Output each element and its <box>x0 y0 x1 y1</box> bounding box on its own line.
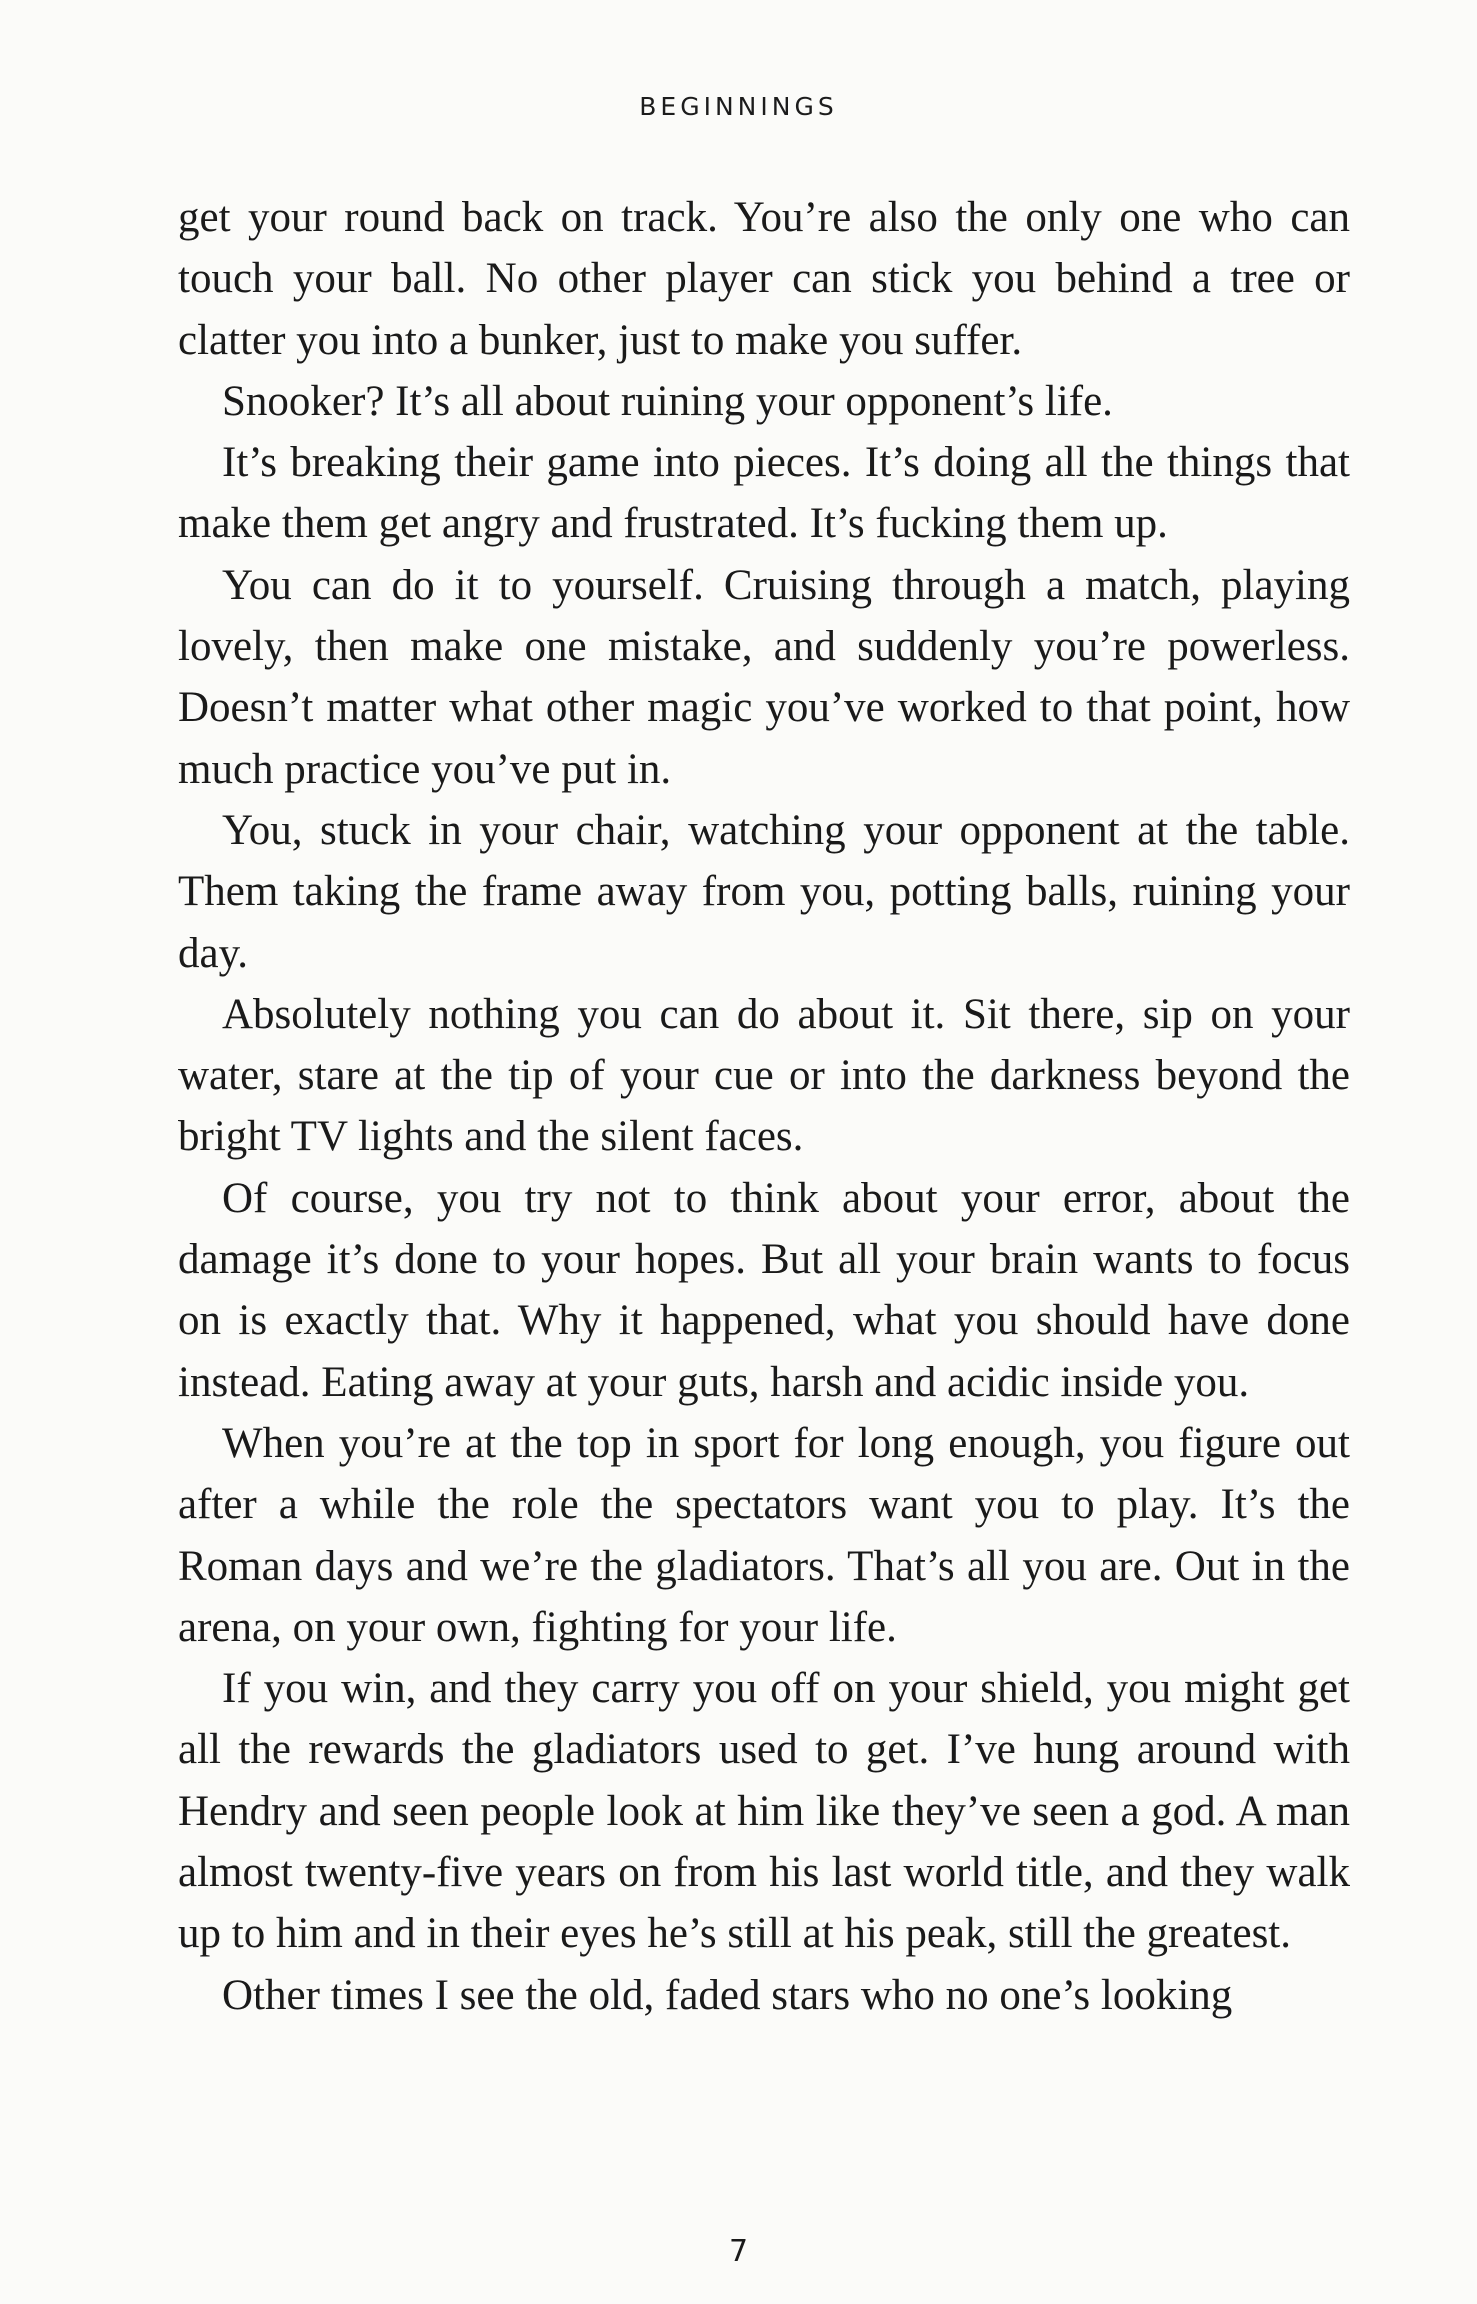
page-number: 7 <box>728 2234 749 2269</box>
paragraph: Of course, you try not to think about your error, about the damage it’s done to your hopes. But all your brain wants to focus on is exactly that. Why it happened, what you should have done instead. Eating away at your guts, harsh and acidic inside you. <box>178 1174 1350 1406</box>
paragraph: It’s breaking their game into pieces. It’s doing all the things that make them get angry and frustrated. It’s fucking them up. <box>178 439 1350 548</box>
paragraph: Other times I see the old, faded stars who no one’s looking <box>222 1971 1233 2019</box>
paragraph: You can do it to yourself. Cruising through a match, playing lovely, then make one mistake, and suddenly you’re powerless. Doesn’t matter what other magic you’ve worked to that point, how much practice you’ve put in. <box>178 561 1350 793</box>
paragraph: Absolutely nothing you can do about it. Sit there, sip on your water, stare at the tip of your cue or into the darkness beyond the bright TV lights and the silent faces. <box>178 990 1350 1161</box>
running-head: BEGINNINGS <box>639 92 838 121</box>
paragraph: When you’re at the top in sport for long enough, you figure out after a while the role the spectators want you to play. It’s the Roman days and we’re the gladiators. That’s all you are. Out in the arena, on your own, fighting for your life. <box>178 1419 1350 1651</box>
paragraph: get your round back on track. You’re also the only one who can touch your ball. No other player can stick you behind a tree or clatter you into a bunker, just to make you suffer. <box>178 194 1350 364</box>
body-text <box>178 187 1350 2026</box>
paragraph: If you win, and they carry you off on your shield, you might get all the rewards the gladiators used to get. I’ve hung around with Hendry and seen people look at him like they’ve seen a god. A man almost twenty-five years on from his last world title, and they walk up to him and in their eyes he’s still at his peak, still the greatest. <box>178 1665 1350 1958</box>
paragraph: You, stuck in your chair, watching your opponent at the table. Them taking the frame away from you, potting balls, ruining your day. <box>178 806 1350 977</box>
paragraph: Snooker? It’s all about ruining your opponent’s life. <box>222 377 1113 425</box>
